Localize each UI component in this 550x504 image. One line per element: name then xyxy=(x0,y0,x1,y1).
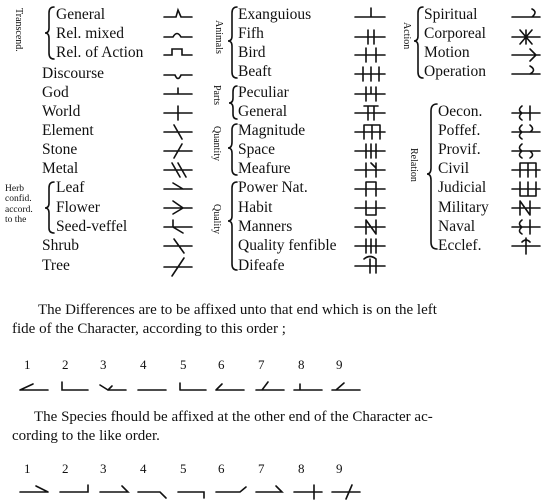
col1-item-discourse: Discourse xyxy=(42,65,104,82)
glyph-fish xyxy=(355,30,385,44)
glyph-corporeal xyxy=(512,30,540,44)
brace-action xyxy=(414,7,423,78)
diff-mark-1 xyxy=(20,384,48,390)
species-number-2: 2 xyxy=(62,461,69,476)
parts-label: Parts xyxy=(211,85,222,105)
col1-item-stone: Stone xyxy=(42,141,78,158)
quantity-label: Quantity xyxy=(211,126,222,161)
diff-mark-9 xyxy=(332,383,360,390)
glyph-habit xyxy=(355,201,385,215)
diff-number-2: 2 xyxy=(62,357,69,372)
col3-item-judicial: Judicial xyxy=(438,179,487,196)
col3-item-operation: Operation xyxy=(424,63,486,80)
col2-item-measure: Meafure xyxy=(238,160,291,177)
glyph-seed-vessel xyxy=(164,220,192,233)
diff-number-3: 3 xyxy=(100,357,107,372)
glyph-stone xyxy=(164,144,192,158)
col3-item-civil: Civil xyxy=(438,160,470,177)
glyph-beast xyxy=(355,67,385,81)
glyph-operation xyxy=(512,66,540,74)
species-number-1: 1 xyxy=(24,461,31,476)
species-number-9: 9 xyxy=(336,461,343,476)
col1-item-leaf: Leaf xyxy=(56,179,85,196)
col3-item-ecclef: Ecclef. xyxy=(438,237,482,254)
col3-item-possess: Poffef. xyxy=(438,122,481,139)
diff-number-5: 5 xyxy=(180,357,187,372)
col2-item-habit: Habit xyxy=(238,199,273,216)
glyph-possess xyxy=(512,125,540,139)
differences-line-2: fide of the Character, according to this order ; xyxy=(12,321,286,337)
diff-mark-8 xyxy=(294,384,322,390)
herb-label-4: to the xyxy=(5,215,27,225)
diff-number-9: 9 xyxy=(336,357,343,372)
col2-item-peculiar: Peculiar xyxy=(238,84,289,101)
action-label: Action xyxy=(401,22,412,50)
herb-label-1: Herb xyxy=(5,184,24,194)
glyph-rel-mixed xyxy=(164,34,192,38)
diff-number-1: 1 xyxy=(24,357,31,372)
diff-mark-5 xyxy=(180,383,206,390)
glyph-oecon xyxy=(512,106,540,120)
glyph-motion xyxy=(512,49,540,61)
glyph-metal xyxy=(164,163,192,177)
glyph-manners xyxy=(355,220,385,234)
species-mark-1 xyxy=(20,486,48,492)
glyph-col2-general xyxy=(355,106,385,120)
brace-parts xyxy=(229,86,237,119)
glyph-military xyxy=(512,201,540,215)
col2-item-space: Space xyxy=(238,141,276,158)
brace-relation xyxy=(427,104,437,249)
glyph-exanguious xyxy=(355,8,385,17)
herb-label-2: confid. xyxy=(5,194,32,204)
glyph-spiritual xyxy=(512,9,540,17)
col3-item-corporeal: Corporeal xyxy=(424,25,486,42)
diff-number-8: 8 xyxy=(298,357,305,372)
glyph-judicial xyxy=(512,182,540,196)
glyph-rel-action xyxy=(164,49,192,55)
col2-item-exanguious: Exanguious xyxy=(238,6,312,23)
species-mark-8 xyxy=(294,485,322,499)
diff-mark-7 xyxy=(256,382,284,390)
col3-item-provis: Provif. xyxy=(438,141,481,158)
glyph-magnitude xyxy=(355,125,385,139)
brace-transcend xyxy=(45,7,54,59)
glyph-provis xyxy=(512,144,540,158)
relation-label: Relation xyxy=(408,148,419,182)
species-mark-9 xyxy=(332,485,360,499)
species-number-7: 7 xyxy=(258,461,265,476)
glyph-general xyxy=(164,10,192,17)
species-mark-7 xyxy=(256,486,282,492)
glyph-world xyxy=(164,106,192,120)
species-mark-6 xyxy=(216,487,246,492)
diff-number-7: 7 xyxy=(258,357,265,372)
species-line-1: The Species fhould be affixed at the other end of the Character ac- xyxy=(34,409,433,425)
col1-item-flower: Flower xyxy=(56,199,100,216)
col1-item-world: World xyxy=(42,103,81,120)
quality-label: Quality xyxy=(211,204,222,234)
col1-item-metal: Metal xyxy=(42,160,79,177)
differences-line-1: The Differences are to be affixed unto that end which is on the left xyxy=(38,302,437,318)
species-number-8: 8 xyxy=(298,461,305,476)
species-number-4: 4 xyxy=(140,461,147,476)
glyph-power-nat xyxy=(355,182,385,196)
species-line-2: cording to the like order. xyxy=(12,428,160,444)
glyph-flower xyxy=(164,201,192,214)
col3-item-spiritual: Spiritual xyxy=(424,6,478,23)
col2-item-power-nat: Power Nat. xyxy=(238,179,308,196)
col2-item-bird: Bird xyxy=(238,44,266,61)
col1-item-general: General xyxy=(56,6,106,23)
brace-quantity xyxy=(228,124,237,175)
animals-label: Animals xyxy=(213,20,224,54)
species-mark-2 xyxy=(60,485,88,492)
species-number-5: 5 xyxy=(180,461,187,476)
col3-item-military: Military xyxy=(438,199,489,216)
col2-item-general: General xyxy=(238,103,288,120)
col1-item-shrub: Shrub xyxy=(42,237,80,254)
glyph-civil xyxy=(512,163,540,177)
glyph-space xyxy=(355,144,385,158)
col2-item-fish: Fifh xyxy=(238,25,264,42)
glyph-naval xyxy=(512,220,540,234)
species-number-3: 3 xyxy=(100,461,107,476)
glyph-discourse xyxy=(164,75,192,79)
diff-number-6: 6 xyxy=(218,357,225,372)
glyph-ecclef xyxy=(512,238,540,254)
col1-item-tree: Tree xyxy=(42,257,70,274)
col2-item-beast: Beaft xyxy=(238,63,272,80)
col2-item-quality-sensible: Quality fenfible xyxy=(238,237,337,254)
species-mark-3 xyxy=(100,486,128,492)
herb-label-3: accord. xyxy=(5,205,33,215)
glyph-element xyxy=(164,125,192,139)
transcend-label: Transcend. xyxy=(13,8,24,52)
glyph-god xyxy=(164,88,192,94)
brace-herb xyxy=(45,182,54,233)
glyph-shrub xyxy=(164,239,192,253)
col1-item-rel-mixed: Rel. mixed xyxy=(56,25,125,42)
col1-item-element: Element xyxy=(42,122,94,139)
diff-number-4: 4 xyxy=(140,357,147,372)
col1-item-rel-action: Rel. of Action xyxy=(56,44,144,61)
glyph-leaf xyxy=(164,183,192,189)
col3-item-oecon: Oecon. xyxy=(438,103,483,120)
diff-mark-3 xyxy=(100,385,126,390)
glyph-disease xyxy=(355,257,385,274)
col2-item-disease: Difeafe xyxy=(238,257,285,274)
glyph-bird xyxy=(355,48,385,62)
col2-item-manners: Manners xyxy=(238,218,293,235)
col3-item-motion: Motion xyxy=(424,44,470,61)
col1-item-god: God xyxy=(42,84,69,101)
species-mark-4 xyxy=(138,492,166,498)
col3-item-naval: Naval xyxy=(438,218,476,235)
glyph-measure xyxy=(355,163,385,177)
glyph-tree xyxy=(164,258,192,276)
col1-item-seed-vessel: Seed-veffel xyxy=(56,218,128,235)
brace-quality xyxy=(228,182,237,270)
glyph-quality-sensible xyxy=(355,239,385,253)
species-number-6: 6 xyxy=(218,461,225,476)
species-mark-5 xyxy=(178,492,204,498)
diff-mark-2 xyxy=(62,382,88,390)
diff-mark-6 xyxy=(216,384,244,390)
glyph-peculiar xyxy=(355,87,385,101)
brace-animals xyxy=(228,7,237,78)
col2-item-magnitude: Magnitude xyxy=(238,122,306,139)
